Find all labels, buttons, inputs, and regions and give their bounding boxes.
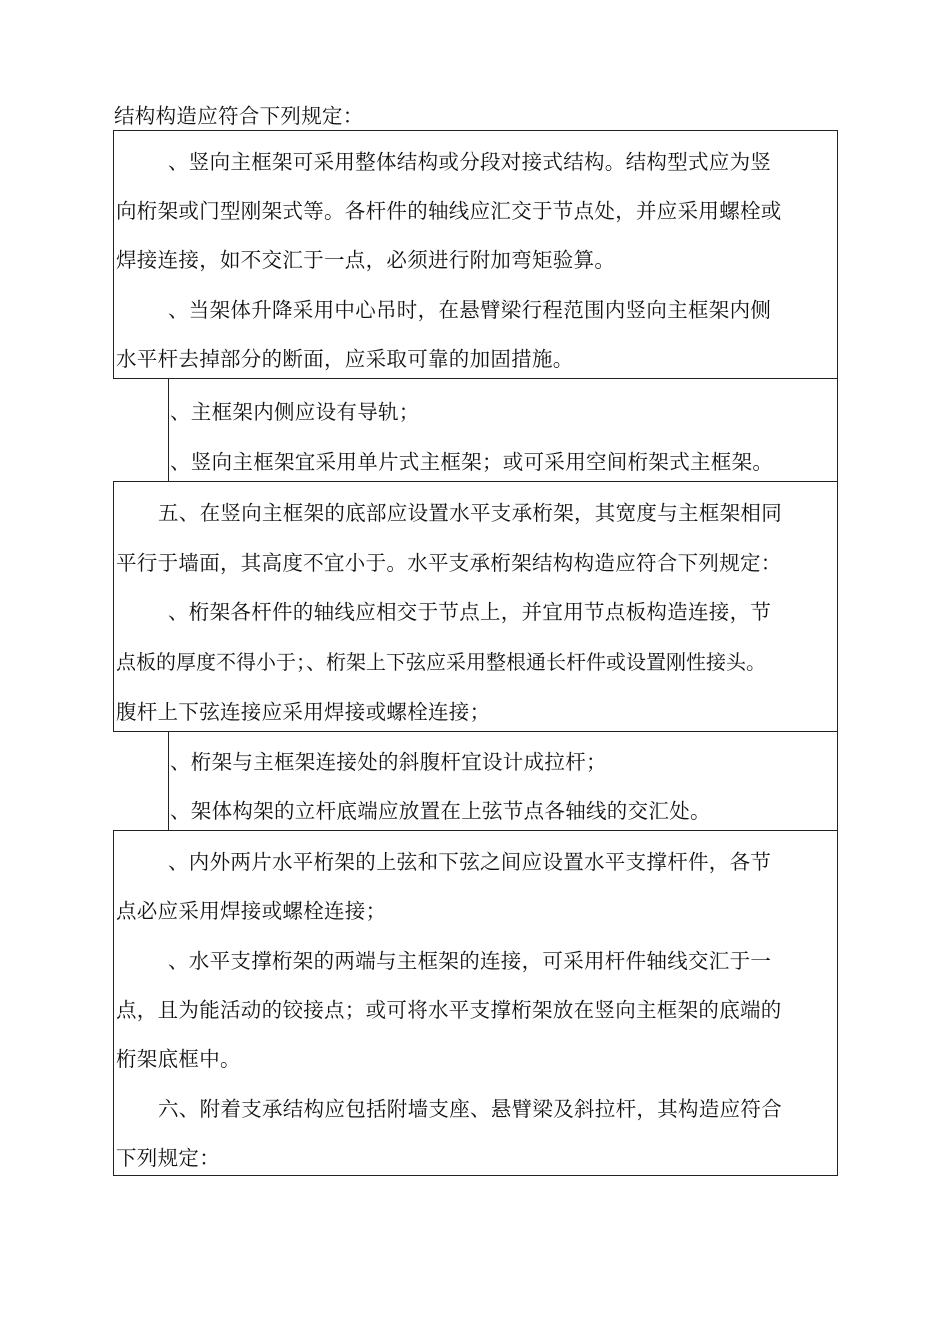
block4-line-1: 、桁架与主框架连接处的斜腹杆宜设计成拉杆； bbox=[170, 750, 607, 774]
block3-line-4: 点板的厚度不得小于；、桁架上下弦应采用整根通长杆件或设置刚性接头。 bbox=[116, 650, 766, 674]
block1-line-3: 焊接连接，如不交汇于一点，必须进行附加弯矩验算。 bbox=[116, 248, 616, 272]
block5-line-4: 点，且为能活动的铰接点；或可将水平支撑桁架放在竖向主框架的底端的 bbox=[116, 998, 782, 1022]
block2-line-2: 、竖向主框架宜采用单片式主框架；或可采用空间桁架式主框架。 bbox=[170, 450, 774, 474]
block4-left-rule bbox=[168, 732, 169, 830]
block1-line-1: 、竖向主框架可采用整体结构或分段对接式结构。结构型式应为竖 bbox=[168, 150, 772, 174]
block1-line-4: 、当架体升降采用中心吊时，在悬臂梁行程范围内竖向主框架内侧 bbox=[168, 298, 772, 322]
block1-line-5: 水平杆去掉部分的断面，应采取可靠的加固措施。 bbox=[116, 347, 574, 371]
block3-line-1: 五、在竖向主框架的底部应设置水平支承桁架，其宽度与主框架相同 bbox=[158, 501, 782, 525]
block3-line-3: 、桁架各杆件的轴线应相交于节点上，并宜用节点板构造连接，节 bbox=[168, 600, 772, 624]
block1-line-2: 向桁架或门型刚架式等。各杆件的轴线应汇交于节点处，并应采用螺栓或 bbox=[116, 199, 782, 223]
block5-line-1: 、内外两片水平桁架的上弦和下弦之间应设置水平支撑杆件，各节 bbox=[168, 850, 772, 874]
block5-line-7: 下列规定： bbox=[116, 1146, 220, 1170]
block5-line-3: 、水平支撑桁架的两端与主框架的连接，可采用杆件轴线交汇于一 bbox=[168, 949, 772, 973]
block4-right-rule bbox=[837, 732, 838, 830]
block5-line-2: 点必应采用焊接或螺栓连接； bbox=[116, 899, 387, 923]
block2-left-rule bbox=[168, 379, 169, 481]
intro-text: 结构构造应符合下列规定： bbox=[114, 104, 364, 128]
block4-line-2: 、架体构架的立杆底端应放置在上弦节点各轴线的交汇处。 bbox=[170, 799, 711, 823]
block5-line-6: 六、附着支承结构应包括附墙支座、悬臂梁及斜拉杆，其构造应符合 bbox=[158, 1097, 782, 1121]
block2-line-1: 、主框架内侧应设有导轨； bbox=[170, 400, 420, 424]
block3-line-2: 平行于墙面，其高度不宜小于。水平支承桁架结构构造应符合下列规定： bbox=[116, 551, 782, 575]
block5-line-5: 桁架底框中。 bbox=[116, 1047, 241, 1071]
block3-line-5: 腹杆上下弦连接应采用焊接或螺栓连接； bbox=[116, 700, 491, 724]
block2-right-rule bbox=[837, 379, 838, 481]
